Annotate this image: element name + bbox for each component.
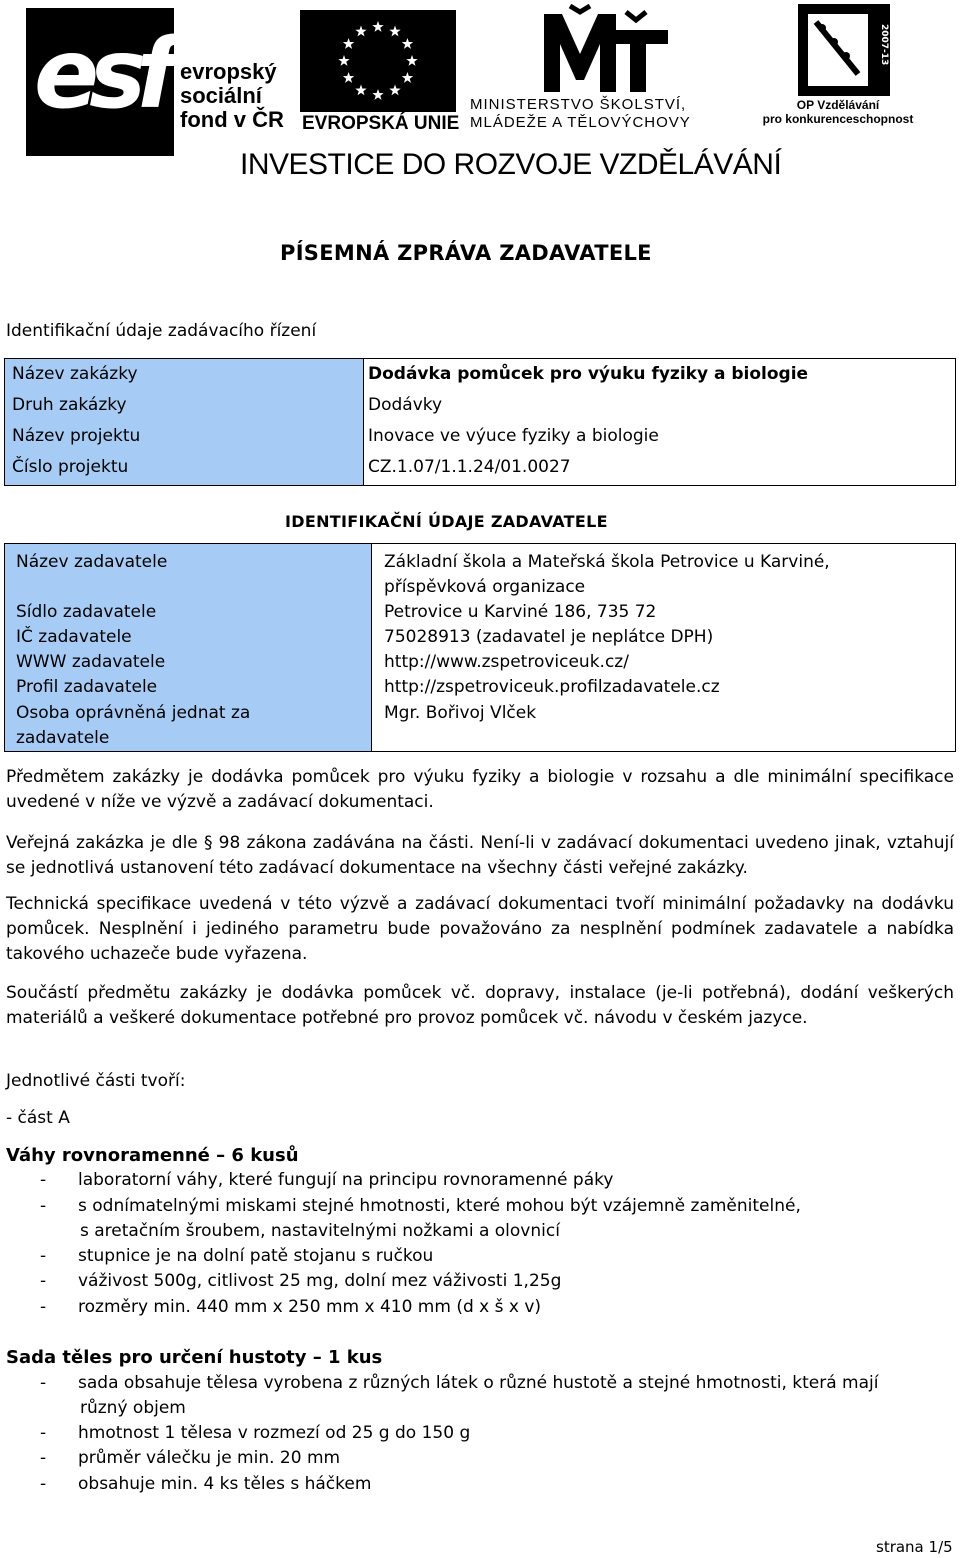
value-authority-profile[interactable]: http://zspetroviceuk.profilzadavatele.cz — [384, 677, 720, 697]
contracting-authority-table — [4, 543, 956, 752]
eu-star-icon — [389, 84, 400, 95]
op-line-2: pro konkurenceschopnost — [762, 112, 914, 126]
eu-star-icon — [372, 89, 383, 100]
label-authorized-person: Osoba oprávněná jednat za — [16, 703, 251, 723]
item-scales-bullet: váživost 500g, citlivost 25 mg, dolní mez váživosti 1,25g — [78, 1271, 562, 1291]
item-scales-bullet: stupnice je na dolní patě stojanu s ručkou — [78, 1246, 434, 1266]
value-project-name: Inovace ve výuce fyziky a biologie — [368, 426, 659, 446]
esf-logo — [26, 8, 174, 156]
eu-star-icon — [402, 38, 413, 49]
esf-logo-letters: esf — [34, 18, 169, 130]
value-authority-seat: Petrovice u Karviné 186, 735 72 — [384, 602, 657, 622]
item-scales-bullet: laboratorní váhy, které fungují na principu rovnoramenné páky — [78, 1170, 614, 1190]
eu-star-icon — [389, 26, 400, 37]
bullet-dash: - — [40, 1246, 47, 1266]
esf-logo-text — [180, 60, 284, 132]
msmt-logo-mark — [540, 4, 672, 96]
msmt-line-1: MINISTERSTVO ŠKOLSTVÍ, — [470, 96, 687, 113]
label-authorized-person-cont: zadavatele — [16, 728, 110, 748]
eu-star-icon — [355, 84, 366, 95]
part-a-label: - část A — [6, 1108, 70, 1128]
paragraph-subject: Předmětem zakázky je dodávka pomůcek pro výuku fyziky a biologie v rozsahu a dle minimální specifikace uvedené v níže ve výzvě a zadávací dokumentaci. — [6, 767, 954, 812]
op-logo-mark — [798, 4, 890, 96]
label-authority-www: WWW zadavatele — [16, 652, 166, 672]
bullet-dash: - — [40, 1373, 47, 1393]
document-title: PÍSEMNÁ ZPRÁVA ZADAVATELE — [280, 241, 652, 265]
eu-flag-logo — [300, 10, 456, 112]
eu-stars-icon — [300, 10, 456, 112]
label-authority-profile: Profil zadavatele — [16, 677, 158, 697]
item-density-bullet: sada obsahuje tělesa vyrobena z různých látek o různé hustotě a stejné hmotnosti, která mají — [78, 1373, 879, 1393]
value-authority-ico: 75028913 (zadavatel je neplátce DPH) — [384, 627, 714, 647]
eu-star-icon — [343, 72, 354, 83]
value-project-number: CZ.1.07/1.1.24/01.0027 — [368, 457, 571, 477]
eu-star-icon — [343, 38, 354, 49]
label-authority-name: Název zadavatele — [16, 552, 168, 572]
eu-star-icon — [406, 55, 417, 66]
op-line-1: OP Vzdělávání — [796, 98, 880, 112]
item-density-set-heading: Sada těles pro určení hustoty – 1 kus — [6, 1347, 383, 1368]
eu-star-icon — [402, 72, 413, 83]
bullet-dash: - — [40, 1297, 47, 1317]
value-authority-name: Základní škola a Mateřská škola Petrovice u Karviné, — [384, 552, 830, 572]
parts-intro: Jednotlivé části tvoří: — [6, 1071, 186, 1091]
section-subheading: Identifikační údaje zadávacího řízení — [6, 321, 317, 341]
bullet-dash: - — [40, 1474, 47, 1494]
bullet-dash: - — [40, 1170, 47, 1190]
contracting-authority-title: IDENTIFIKAČNÍ ÚDAJE ZADAVATELE — [285, 512, 608, 531]
value-authority-name-cont: příspěvková organizace — [384, 577, 586, 597]
eu-star-icon — [372, 21, 383, 32]
item-density-bullet: hmotnost 1 tělesa v rozmezí od 25 g do 150 g — [78, 1423, 471, 1443]
item-density-bullet: obsahuje min. 4 ks těles s háčkem — [78, 1474, 372, 1494]
op-logo-text — [748, 98, 928, 126]
investice-banner: INVESTICE DO ROZVOJE VZDĚLÁVÁNÍ — [240, 148, 782, 181]
svg-text:2007-13: 2007-13 — [879, 24, 889, 66]
value-contract-name: Dodávka pomůcek pro výuku fyziky a biologie — [368, 364, 809, 384]
eu-star-icon — [338, 55, 349, 66]
label-authority-seat: Sídlo zadavatele — [16, 602, 157, 622]
label-contract-type: Druh zakázky — [12, 395, 127, 415]
label-project-name: Název projektu — [12, 426, 141, 446]
value-authorized-person: Mgr. Bořivoj Vlček — [384, 703, 537, 723]
label-authority-ico: IČ zadavatele — [16, 627, 132, 647]
table-divider — [371, 544, 372, 751]
esf-line-2: sociální — [180, 83, 262, 108]
msmt-logo-text — [470, 96, 691, 132]
bullet-dash: - — [40, 1271, 47, 1291]
label-project-number: Číslo projektu — [12, 457, 129, 477]
bullet-dash: - — [40, 1196, 47, 1216]
value-contract-type: Dodávky — [368, 395, 443, 415]
page-number: strana 1/5 — [876, 1538, 953, 1556]
logo-strip — [0, 0, 960, 190]
item-density-bullet: průměr válečku je min. 20 mm — [78, 1448, 341, 1468]
item-density-bullet-cont: různý objem — [80, 1398, 186, 1418]
esf-line-1: evropský — [180, 59, 277, 84]
item-scales-bullet-cont: s aretačním šroubem, nastavitelnými nožkami a olovnicí — [80, 1221, 560, 1241]
project-table — [4, 358, 956, 486]
paragraph-parts: Veřejná zakázka je dle § 98 zákona zadávána na části. Není-li v zadávací dokumentaci uvedeno jinak, vztahují se jednotlivá ustanovení této zadávací dokumentace na všechny části veřejné zakázky. — [6, 833, 954, 878]
item-scales-heading: Váhy rovnoramenné – 6 kusů — [6, 1145, 299, 1166]
table-divider — [363, 359, 364, 485]
item-scales-bullet: s odnímatelnými miskami stejné hmotnosti, které mohou být vzájemně zaměnitelné, — [78, 1196, 801, 1216]
esf-line-3: fond v ČR — [180, 107, 284, 132]
bullet-dash: - — [40, 1423, 47, 1443]
eu-star-icon — [355, 26, 366, 37]
value-authority-www[interactable]: http://www.zspetroviceuk.cz/ — [384, 652, 629, 672]
item-scales-bullet: rozměry min. 440 mm x 250 mm x 410 mm (d x š x v) — [78, 1297, 542, 1317]
paragraph-technical-spec: Technická specifikace uvedená v této výzvě a zadávací dokumentaci tvoří minimální požadavky na dodávku pomůcek. Nesplnění i jediného parametru bude považováno za nesplnění podmínek zadavatele a nabídka takového uchazeče bude vyřazena. — [6, 894, 954, 964]
paragraph-delivery-scope: Součástí předmětu zakázky je dodávka pomůcek vč. dopravy, instalace (je-li potřebná), dodání veškerých materiálů a veškeré dokumentace potřebné pro provoz pomůcek vč. návodu v českém jazyce. — [6, 983, 954, 1028]
eu-logo-text: EVROPSKÁ UNIE — [302, 113, 460, 134]
label-contract-name: Název zakázky — [12, 364, 138, 384]
bullet-dash: - — [40, 1448, 47, 1468]
msmt-line-2: MLÁDEŽE A TĚLOVÝCHOVY — [470, 114, 691, 131]
